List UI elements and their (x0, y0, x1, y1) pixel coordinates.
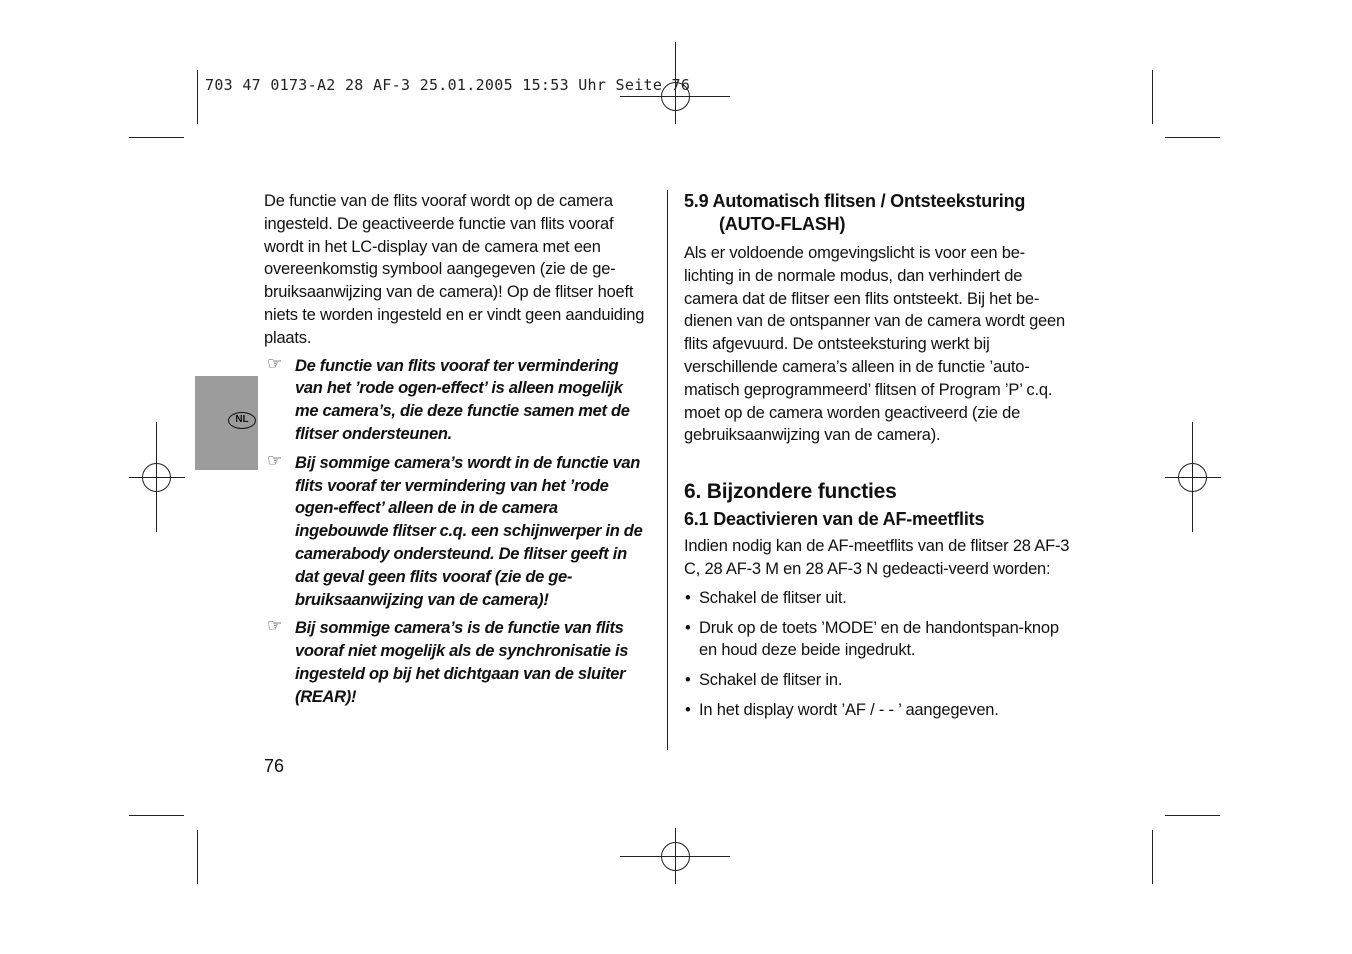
list-item (684, 587, 1070, 610)
list-item-text: Schakel de flitser uit. (699, 588, 847, 607)
steps-list (684, 587, 1070, 722)
crop-mark (1152, 70, 1153, 124)
language-badge: NL (228, 412, 256, 429)
bullet-icon: • (685, 671, 691, 690)
list-item-text: Druk op de toets ’MODE’ en de handontspan-knop en houd deze beide ingedrukt. (699, 618, 1059, 660)
note-text: Bij sommige camera’s is de functie van flits vooraf niet mogelijk als de synchronisatie is ingesteld op bij het dichtgaan van de sluiter (REAR)! (295, 619, 629, 706)
pointing-hand-icon: ☞ (267, 616, 283, 636)
note-text: Bij sommige camera’s wordt in de functie van flits vooraf ter vermindering van het ’rode ogen-effect’ alleen de in de camera ingebouwde flitser c.q. een schijnwerper in de camerabody ondersteund. De flitser geeft in dat geval geen flits vooraf (zie de ge-bruiksaanwijzing van de camera)! (295, 453, 643, 609)
section-heading-line: 5.9 Automatisch flitsen / Ontsteeksturing (684, 191, 1026, 211)
list-item (684, 699, 1070, 722)
page-number: 76 (264, 756, 285, 776)
note (264, 355, 650, 446)
pointing-hand-icon: ☞ (267, 353, 283, 373)
section-body: Als er voldoende omgevingslicht is voor een be-lichting in de normale modus, dan verhindert de camera dat de flitser een flits ontsteekt. Bij het be-dienen van de ontspanner van de camera wordt geen flits afgevuurd. De ontsteeksturing werkt bij verschillende camera’s alleen in de functie ’auto-matisch geprogrammeerd’ flitsen of Program ’P’ c.q. moet op de camera worden geactiveerd (zie de gebruiksaanwijzing van de camera). (684, 244, 1065, 445)
pointing-hand-icon: ☞ (267, 450, 283, 470)
section-body: Indien nodig kan de AF-meetflits van de flitser 28 AF-3 C, 28 AF-3 M en 28 AF-3 N gedeacti-veerd worden: (684, 537, 1070, 578)
section-heading: 6.1 Deactivieren van de AF-meetflits (684, 509, 985, 530)
registration-target-icon (620, 828, 730, 884)
registration-target-icon (129, 422, 185, 532)
crop-mark (1165, 137, 1220, 138)
right-column (684, 190, 1070, 729)
list-item (684, 669, 1070, 692)
crop-mark (1165, 815, 1220, 816)
column-divider (667, 190, 668, 750)
bullet-icon: • (685, 618, 691, 637)
note-text: De functie van flits vooraf ter vermindering van het ’rode ogen-effect’ is alleen mogelijk me camera’s, die deze functie samen met de flitser ondersteunen. (295, 356, 630, 443)
left-column (264, 190, 650, 709)
section-heading (684, 190, 1070, 235)
crop-mark (129, 137, 184, 138)
registration-target-icon (1165, 422, 1221, 532)
note (264, 452, 650, 612)
list-item-text: In het display wordt ’AF / - - ’ aangegeven. (699, 700, 999, 719)
bullet-icon: • (685, 588, 691, 607)
crop-mark (1152, 830, 1153, 884)
crop-mark (197, 830, 198, 884)
crop-mark (197, 70, 198, 124)
intro-paragraph: De functie van de flits vooraf wordt op de camera ingesteld. De geactiveerde functie van flits vooraf wordt in het LC-display van de camera met een overeenkomstig symbool aangegeven (zie de ge-bruiksaanwijzing van de camera)! Op de flitser hoeft niets te worden ingesteld en er vindt geen aanduiding plaats. (264, 192, 645, 347)
section-heading-line: (AUTO-FLASH) (719, 213, 846, 234)
crop-mark (129, 815, 184, 816)
note (264, 617, 650, 708)
chapter-heading: 6. Bijzondere functies (684, 480, 897, 504)
list-item (684, 617, 1070, 663)
bullet-icon: • (685, 700, 691, 719)
list-item-text: Schakel de flitser in. (699, 671, 843, 690)
print-slug: 703 47 0173-A2 28 AF-3 25.01.2005 15:53 Uhr Seite 76 (205, 76, 691, 94)
